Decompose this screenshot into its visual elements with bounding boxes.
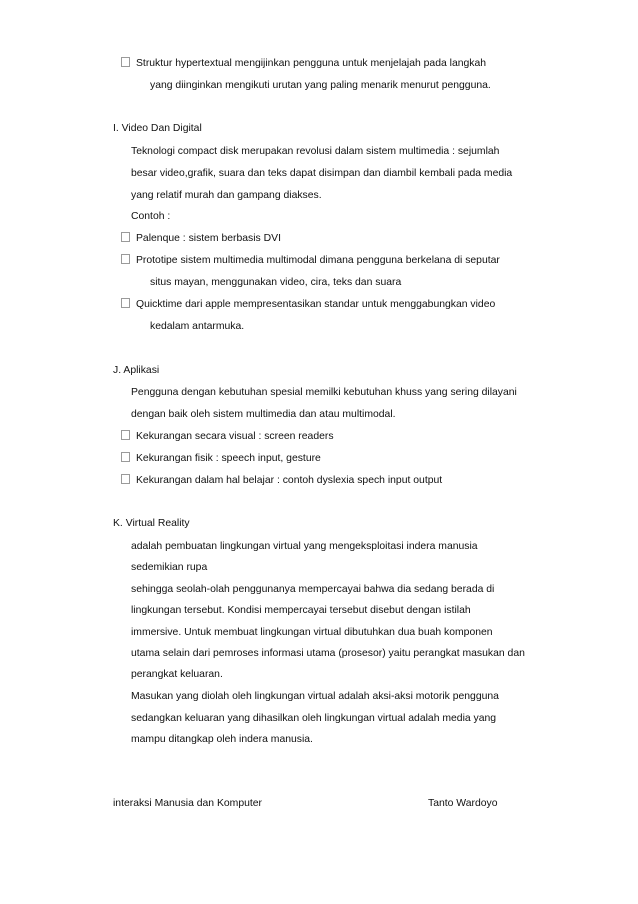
bullet-box-icon (121, 254, 130, 264)
section-j-heading: J. Aplikasi (113, 365, 160, 376)
bullet-box-icon (121, 298, 130, 308)
bullet-box-icon (121, 430, 130, 440)
section-i-paragraph-line: besar video,grafik, suara dan teks dapat disimpan dan diambil kembali pada media (131, 168, 513, 179)
section-i-bullet-3 (121, 298, 495, 312)
section-k-line: sehingga seolah-olah penggunanya mempercayai bahwa dia sedang berada di (131, 584, 495, 595)
section-k-heading: K. Virtual Reality (113, 518, 190, 529)
section-k-line: lingkungan tersebut. Kondisi mempercayai tersebut disebut dengan istilah (131, 605, 471, 616)
section-i-bullet-2-continuation: situs mayan, menggunakan video, cira, teks dan suara (150, 277, 402, 288)
bullet-text: Kekurangan fisik : speech input, gesture (136, 453, 321, 464)
section-i-contoh-label: Contoh : (131, 211, 171, 222)
section-k-line: sedemikian rupa (131, 562, 208, 573)
section-j-bullet-3 (121, 474, 442, 488)
bullet-box-icon (121, 57, 130, 67)
section-j-paragraph-line: Pengguna dengan kebutuhan spesial memilki kebutuhan khuss yang sering dilayani (131, 387, 517, 398)
section-i-bullet-2 (121, 254, 500, 268)
section-i-paragraph-line: yang relatif murah dan gampang diakses. (131, 190, 322, 201)
intro-bullet-text: Struktur hypertextual mengijinkan pengguna untuk menjelajah pada langkah (136, 58, 487, 69)
section-j-paragraph-line: dengan baik oleh sistem multimedia dan atau multimodal. (131, 409, 396, 420)
section-k-line: Masukan yang diolah oleh lingkungan virtual adalah aksi-aksi motorik pengguna (131, 691, 499, 702)
section-j-bullet-2 (121, 452, 321, 466)
section-k-line: adalah pembuatan lingkungan virtual yang mengeksploitasi indera manusia (131, 541, 478, 552)
bullet-box-icon (121, 232, 130, 242)
bullet-box-icon (121, 474, 130, 484)
bullet-box-icon (121, 452, 130, 462)
section-i-bullet-3-continuation: kedalam antarmuka. (150, 321, 245, 332)
section-i-bullet-1 (121, 232, 281, 246)
section-k-line: mampu ditangkap oleh indera manusia. (131, 734, 313, 745)
section-k-line: perangkat keluaran. (131, 669, 223, 680)
section-k-line: utama selain dari pemroses informasi utama (prosesor) yaitu perangkat masukan dan (131, 648, 525, 659)
bullet-text: Kekurangan secara visual : screen readers (136, 431, 334, 442)
bullet-text: Kekurangan dalam hal belajar : contoh dyslexia spech input output (136, 475, 443, 486)
bullet-text: Quicktime dari apple mempresentasikan standar untuk menggabungkan video (136, 299, 496, 310)
bullet-text: Prototipe sistem multimedia multimodal dimana pengguna berkelana di seputar (136, 255, 500, 266)
section-k-line: immersive. Untuk membuat lingkungan virtual dibutuhkan dua buah komponen (131, 627, 493, 638)
section-j-bullet-1 (121, 430, 334, 444)
section-k-line: sedangkan keluaran yang dihasilkan oleh lingkungan virtual adalah media yang (131, 713, 497, 724)
bullet-text: Palenque : sistem berbasis DVI (136, 233, 281, 244)
intro-bullet-continuation: yang diinginkan mengikuti urutan yang paling menarik menurut pengguna. (150, 80, 491, 91)
section-i-paragraph-line: Teknologi compact disk merupakan revolusi dalam sistem multimedia : sejumlah (131, 146, 500, 157)
intro-bullet (121, 57, 486, 71)
footer-right: Tanto Wardoyo (428, 798, 498, 809)
section-i-heading: I. Video Dan Digital (113, 123, 202, 134)
footer-left: interaksi Manusia dan Komputer (113, 798, 263, 809)
